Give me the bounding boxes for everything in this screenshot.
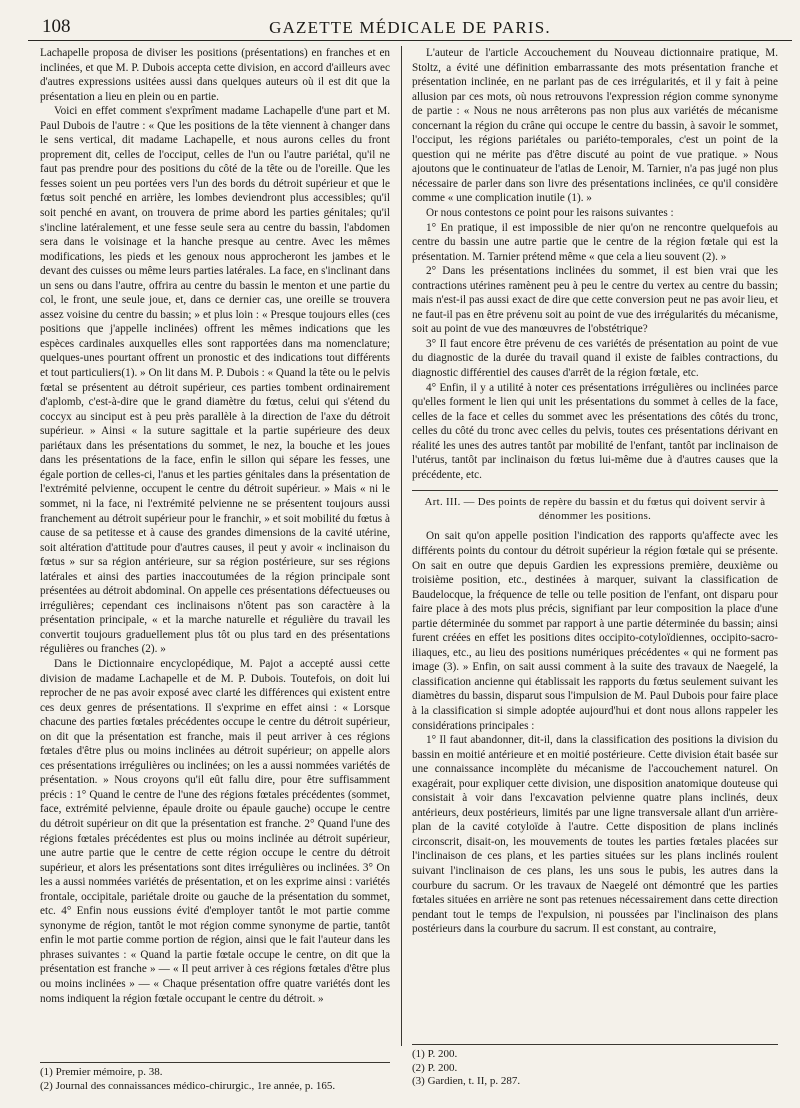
footnote-divider [412, 1044, 778, 1045]
paragraph: Voici en effet comment s'exprîment madame Lachapelle d'une part et M. Paul Dubois de l'autre : « Que les positions de la tête viennent à changer dans le sens vertical, dit madame Lachapelle, et nous aurons celles du front proprement dit, celles de l'occiput, celles de l'un ou l'autre pariétal, qu'il ne faut pas prendre pour des positions du côté de la tête ou de l'oreille. Que les fesses soient un peu portées vers l'un des bords du détroit supérieur et que le fœtus soit penché en arrière, les lombes deviendront plus accessibles; qu'il soit penché en avant, on trouvera de prime abord les parties génitales; qu'il s'incline latéralement, et une fesse seule sera au centre du bassin, l'abdomen sera dans le voisinage et la hanche presque au centre. Avec les mêmes modifications, les pieds et les genoux nous approcheront les jambes et le devant des cuisses ou même leurs parties latérales. La face, en s'inclinant dans un sens ou dans l'autre, offrira au centre du bassin le menton et une partie du col, le front, une seule joue, et, dans ce dernier cas, une oreille se trouvera assez voisine du centre du bassin; » et plus loin : « Presque toujours elles (ces positions que j'appelle inclinées) offrent les mêmes indications que les espèces cardinales auxquelles elles sont rapportées dans ma nomenclature; quelques-unes pourtant offrent un pronostic et des indications tout différents et tout particuliers(1). » On lit dans M. P. Dubois : « Quand la tête ou le pelvis fœtal se présentent au détroit supérieur, ces parties tombent ordinairement d'aplomb, c'est-à-dire que le grand diamètre du fœtus, celui qui s'étend du coccyx au sinciput est à peu près parallèle à la direction de l'axe du détroit supérieur. » Ainsi « la suture sagittale et la partie supérieure des deux pariétaux dans les présentations du sommet, le nez, la bouche et les joues dans les présentations de la face, enfin le sillon qui sépare les fesses, une égale portion de celles-ci, l'anus et les parties génitales dans la présentation de l'extrémité pelvienne, occupent le centre du détroit supérieur. » Mais « ni le sommet, ni la face, ni l'extrémité pelvienne ne se présentent toujours aussi franchement au détroit supérieur pour le franchir, » et soit mobilité du fœtus à cause de sa petitesse et à cause des grandes dimensions de la cavité utérine, soit altération d'attitude pour d'autres causes, il peut y avoir « inclinaison du fœtus » sur sa région antérieure, sur sa région postérieure, sur ses régions latérales et ainsi des parties inaccoutumées de la région principale sont présentées au détroit abdominal. On appelle ces présentations défectueuses ou irrégulières; cependant ces inclinaisons n'ôtent pas son caractère à la présentation principale, « et la marche naturelle et régulière du travail les convertit toujours graduellement plus tôt ou plus tard en des présentations régulières ou franches (2). » [40, 105, 390, 656]
footnote: (2) Journal des connaissances médico-chirurgic., 1re année, p. 165. [40, 1079, 336, 1092]
paragraph: Or nous contestons ce point pour les raisons suivantes : [426, 207, 674, 220]
paragraph: 4° Enfin, il y a utilité à noter ces présentations irrégulières ou inclinées parce qu'elles forment le lien qui unit les présentations du sommet à celles de la face, celles de la face et celles du sommet avec les présentations des côtés du tronc, celles du côté du tronc avec celles du pelvis, toutes ces présentations dérivant en réalité les unes des autres tantôt par mobilité de l'enfant, tantôt par inclinaison de l'utérus, tantôt par inclinaison du fœtus lui-même due à d'autres causes que la précédente, etc. [412, 381, 778, 481]
paragraph: 3° Il faut encore être prévenu de ces variétés de présentation au point de vue du diagnostic de la durée du travail quand il existe de faibles contractions, du diagnostic différentiel des causes d'arrêt de la région fœtale, etc. [412, 337, 778, 380]
footnote: (1) Premier mémoire, p. 38. [40, 1066, 163, 1078]
running-title: GAZETTE MÉDICALE DE PARIS. [269, 18, 551, 37]
left-column [40, 46, 390, 1056]
footnote: (1) P. 200. [412, 1048, 458, 1060]
footnote-divider [40, 1062, 390, 1063]
right-footnotes [412, 1048, 778, 1089]
left-footnotes [40, 1066, 390, 1093]
page-header [28, 14, 792, 41]
column-divider [401, 46, 402, 1046]
article-heading: Art. III. — Des points de repère du bassin et du fœtus qui doivent servir à dénommer les positions. [412, 490, 778, 523]
right-column [412, 46, 778, 1056]
paragraph: L'auteur de l'article Accouchement du Nouveau dictionnaire pratique, M. Stoltz, a évité une définition embarrassante des mots présentation franche et présentation inclinée, en ne parlant pas de ces irrégularités, et il y fait à peine allusion par ces mots, où nous retrouvons l'expression région comme synonyme de partie : « Nous ne nous arrêterons pas non plus aux variétés de mécanisme concernant la région du crâne qui occupe le centre du bassin, à savoir le sommet, l'occiput, les régions pariétales ou pariéto-temporales, c'est un point de la question qui ne mérite pas d'être discuté au point de vue pratique. » Nous ajoutons que le continuateur de l'atlas de Lenoir, M. Tarnier, n'a pas jugé non plus nécessaire de parler dans son livre des présentations inclinées, ce qu'il considère comme « une complication inutile (1). » [412, 47, 778, 205]
paragraph: Lachapelle proposa de diviser les positions (présentations) en franches et en inclinées, et que M. P. Dubois accepta cette division, en accord d'ailleurs avec d'autres expressions usitées aussi dans quelques auteurs où il est dit que la présentation a lieu en plein ou en partie. [40, 47, 390, 103]
footnote: (2) P. 200. [412, 1061, 458, 1074]
footnote: (3) Gardien, t. II, p. 287. [412, 1075, 521, 1087]
paragraph: 2° Dans les présentations inclinées du sommet, il est bien vrai que les contractions utérines ramènent peu à peu le centre du vertex au centre du bassin; mais n'est-il pas aussi exact de dire que cette conversion peut ne pas avoir lieu, et ne faut-il pas en être prévenu soit au point de vue des irrégularités du mécanisme, soit au point de vue des manœuvres de l'obstétrique? [412, 265, 778, 336]
paragraph: 1° En pratique, il est impossible de nier qu'on ne rencontre quelquefois au centre du bassin une autre partie que le centre de la région fœtale qui est la présentation. M. Tarnier prétend même « que cela a lieu souvent (2). » [412, 221, 778, 263]
paragraph: On sait qu'on appelle position l'indication des rapports qu'affecte avec les différents points du contour du détroit supérieur la région fœtale qui se présente. On sait en outre que depuis Gardien les expressions première, deuxième ou troisième position, etc., destinées à marquer, suivant la classification de Baudelocque, la fréquence de telle ou telle position de l'enfant, ont disparu pour faire place à des mots plus précis, signifiant par leur composition la place d'une partie déterminée du sommet par rapport à une partie déterminée du bassin; ainsi furent créées en effet les positions dites occipito-cotyloïdiennes, occipito-sacro-iliaques, etc., au lieu des positions numériques précédentes « qui ne forment pas image (3). » Enfin, on sait aussi comment à la suite des travaux de Naegelé, la classification ancienne qui établissait les rapports du fœtus seulement suivant les diamètres du bassin, disparut sous l'impulsion de M. Paul Dubois pour faire place à la classification si simple adoptée aujourd'hui et dont nous allons rappeler les considérations principales : [412, 530, 778, 732]
page-number: 108 [42, 16, 71, 37]
paragraph: 1° Il faut abandonner, dit-il, dans la classification des positions la division du bassin en moitié antérieure et en moitié postérieure. Cette division était basée sur une connaissance incomplète du mécanisme de l'accouchement naturel. On exagérait, pour expliquer cette division, une disposition anatomique douteuse qui consistait à voir dans l'excavation pelvienne quatre plans inclinés, deux antérieurs, deux postérieurs, limités par une ligne transversale allant d'un arrière-plan de la cavité cotyloïde à l'autre. Cette disposition de plans inclinés circonscrit, disait-on, les mouvements de toutes les parties fœtales placées sur l'inclinaison de ces plans, et les parties situées sur les plans inclinés roulent suivant l'inclinaison de ces plans, les uns sous le pubis, les autres dans la courbure du sacrum. Or les travaux de Naegelé ont démontré que les parties fœtales situées en arrière ne sont pas retenues nécessairement dans cette direction pendant tout le temps de l'expulsion, ni poussées par l'inclinaison des plans postérieurs dans la courbure du sacrum. Il est constant, au contraire, [412, 734, 778, 936]
paragraph: Dans le Dictionnaire encyclopédique, M. Pajot a accepté aussi cette division de madame Lachapelle et de M. P. Dubois. Toutefois, on doit lui reprocher de ne pas avoir exposé avec clarté les différences qui existent entre ces deux genres de présentations. Il s'exprime en effet ainsi : « Lorsque chacune des parties fœtales précédentes occupe le centre du détroit supérieur, on dit que la présentation est franche, mais il peut arriver à ces régions fœtales d'être plus ou moins inclinées au détroit supérieur; on appelle alors ces présentations irrégulières ou inclinées; on les a aussi nommées variétés de présentation. » Nous croyons qu'il eût fallu dire, pour être suffisamment précis : 1° Quand le centre de l'une des régions fœtales précédentes (sommet, face, extrémité pelvienne, épaule droite ou épaule gauche) occupe le centre du détroit supérieur on dit que la présentation est franche. 2° Quand l'une des régions fœtales précédentes est plus ou moins inclinée au détroit supérieur, une autre partie que le centre de cette région occupe le centre du détroit supérieur, et alors les présentations sont dites irrégulières ou inclinées. 3° On les a aussi nommées variétés de présentation, et on les exprime ainsi : variétés frontale, occipitale, pariétale droite ou gauche de la présentation du sommet, etc. 4° Enfin nous eussions évité d'employer tantôt le mot partie comme synonyme de région, tantôt le mot région comme synonyme de partie, tantôt enfin le mot partie comme portion de région, ainsi que le fait l'auteur dans les phrases suivantes : « Quand la partie fœtale occupe le centre, on dit que la présentation est franche » — « Il peut arriver à ces régions fœtales d'être plus ou moins inclinées » — « Chaque présentation offre quatre variétés dont les noms indiquent la région fœtale occupant le centre du détroit. » [40, 657, 390, 1005]
